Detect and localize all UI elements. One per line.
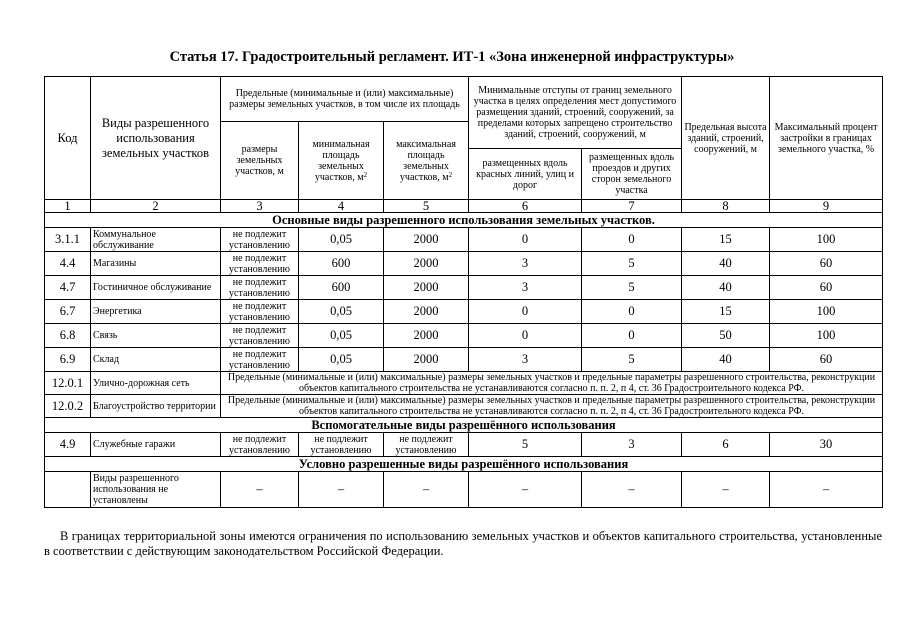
table-row: 6.7 Энергетика не подлежит установлению 0,05 2000 0 0 15 100 [45, 300, 883, 324]
table-row: 4.7 Гостиничное обслуживание не подлежит установлению 600 2000 3 5 40 60 [45, 276, 883, 300]
table-row: 12.0.2 Благоустройство территории Предельные (минимальные и (или) максимальные) размеры земельных участков и предельные параметры разрешенного строительства, реконструкции объектов капитального строительства не устанавливаются согласно п. п. 2, п 4, ст. 36 Градостроительного кодекса РФ. [45, 395, 883, 418]
table-row: 4.9 Служебные гаражи не подлежит установлению не подлежит установлению не подлежит установлению 5 3 6 30 [45, 433, 883, 457]
header-setback-other: размещенных вдоль проездов и других сторон земельного участка [582, 149, 682, 200]
page-title: Статья 17. Градостроительный регламент. ИТ-1 «Зона инженерной инфраструктуры» [169, 49, 735, 65]
header-max-area: максимальная площадь земельных участков, $м^2$ [384, 122, 469, 200]
table-row: 6.9 Склад не подлежит установлению 0,05 2000 3 5 40 60 [45, 348, 883, 372]
header-size-dim: размеры земельных участков, м [221, 122, 299, 200]
section-aux: Вспомогательные виды разрешённого использования [45, 418, 883, 433]
header-min-area: минимальная площадь земельных участков, $м^2$ [299, 122, 384, 200]
header-kinds: Виды разрешенного использования земельных участков [91, 77, 221, 200]
section-conditional: Условно разрешенные виды разрешённого использования [45, 457, 883, 472]
header-size-group: Предельные (минимальные и (или) максимальные) размеры земельных участков, в том числе их площадь [221, 77, 469, 122]
regulation-table [44, 76, 883, 508]
table-row: 6.8 Связь не подлежит установлению 0,05 2000 0 0 50 100 [45, 324, 883, 348]
footer-note: В границах территориальной зоны имеются ограничения по использованию земельных участков и объектов капитального строительства, установленные в соответствии с действующим законодательством Российской Федерации. [44, 529, 882, 558]
column-number-row: 1 2 3 4 5 6 7 8 9 [45, 200, 883, 213]
header-setback-group: Минимальные отступы от границ земельного участка в целях определения мест допустимого размещения зданий, строений, сооружений, за пределами которых запрещено строительство зданий, строений, сооружений, м [469, 77, 682, 149]
table-row: 4.4 Магазины не подлежит установлению 600 2000 3 5 40 60 [45, 252, 883, 276]
header-height: Предельная высота зданий, строений, сооружений, м [682, 77, 770, 200]
table-row: 12.0.1 Улично-дорожная сеть Предельные (минимальные и (или) максимальные) размеры земельных участков и предельные параметры разрешенного строительства, реконструкции объектов капитального строительства не устанавливаются согласно п. п. 2, п 4, ст. 36 Градостроительного кодекса РФ. [45, 372, 883, 395]
section-main: Основные виды разрешенного использования земельных участков. [45, 213, 883, 228]
header-coverage: Максимальный процент застройки в границах земельного участка, % [770, 77, 883, 200]
header-code: Код [45, 77, 91, 200]
header-setback-red: размещенных вдоль красных линий, улиц и дорог [469, 149, 582, 200]
table-row: 3.1.1 Коммунальное обслуживание не подлежит установлению 0,05 2000 0 0 15 100 [45, 228, 883, 252]
table-row: Виды разрешенного использования не установлены – – – – – – – [45, 472, 883, 508]
